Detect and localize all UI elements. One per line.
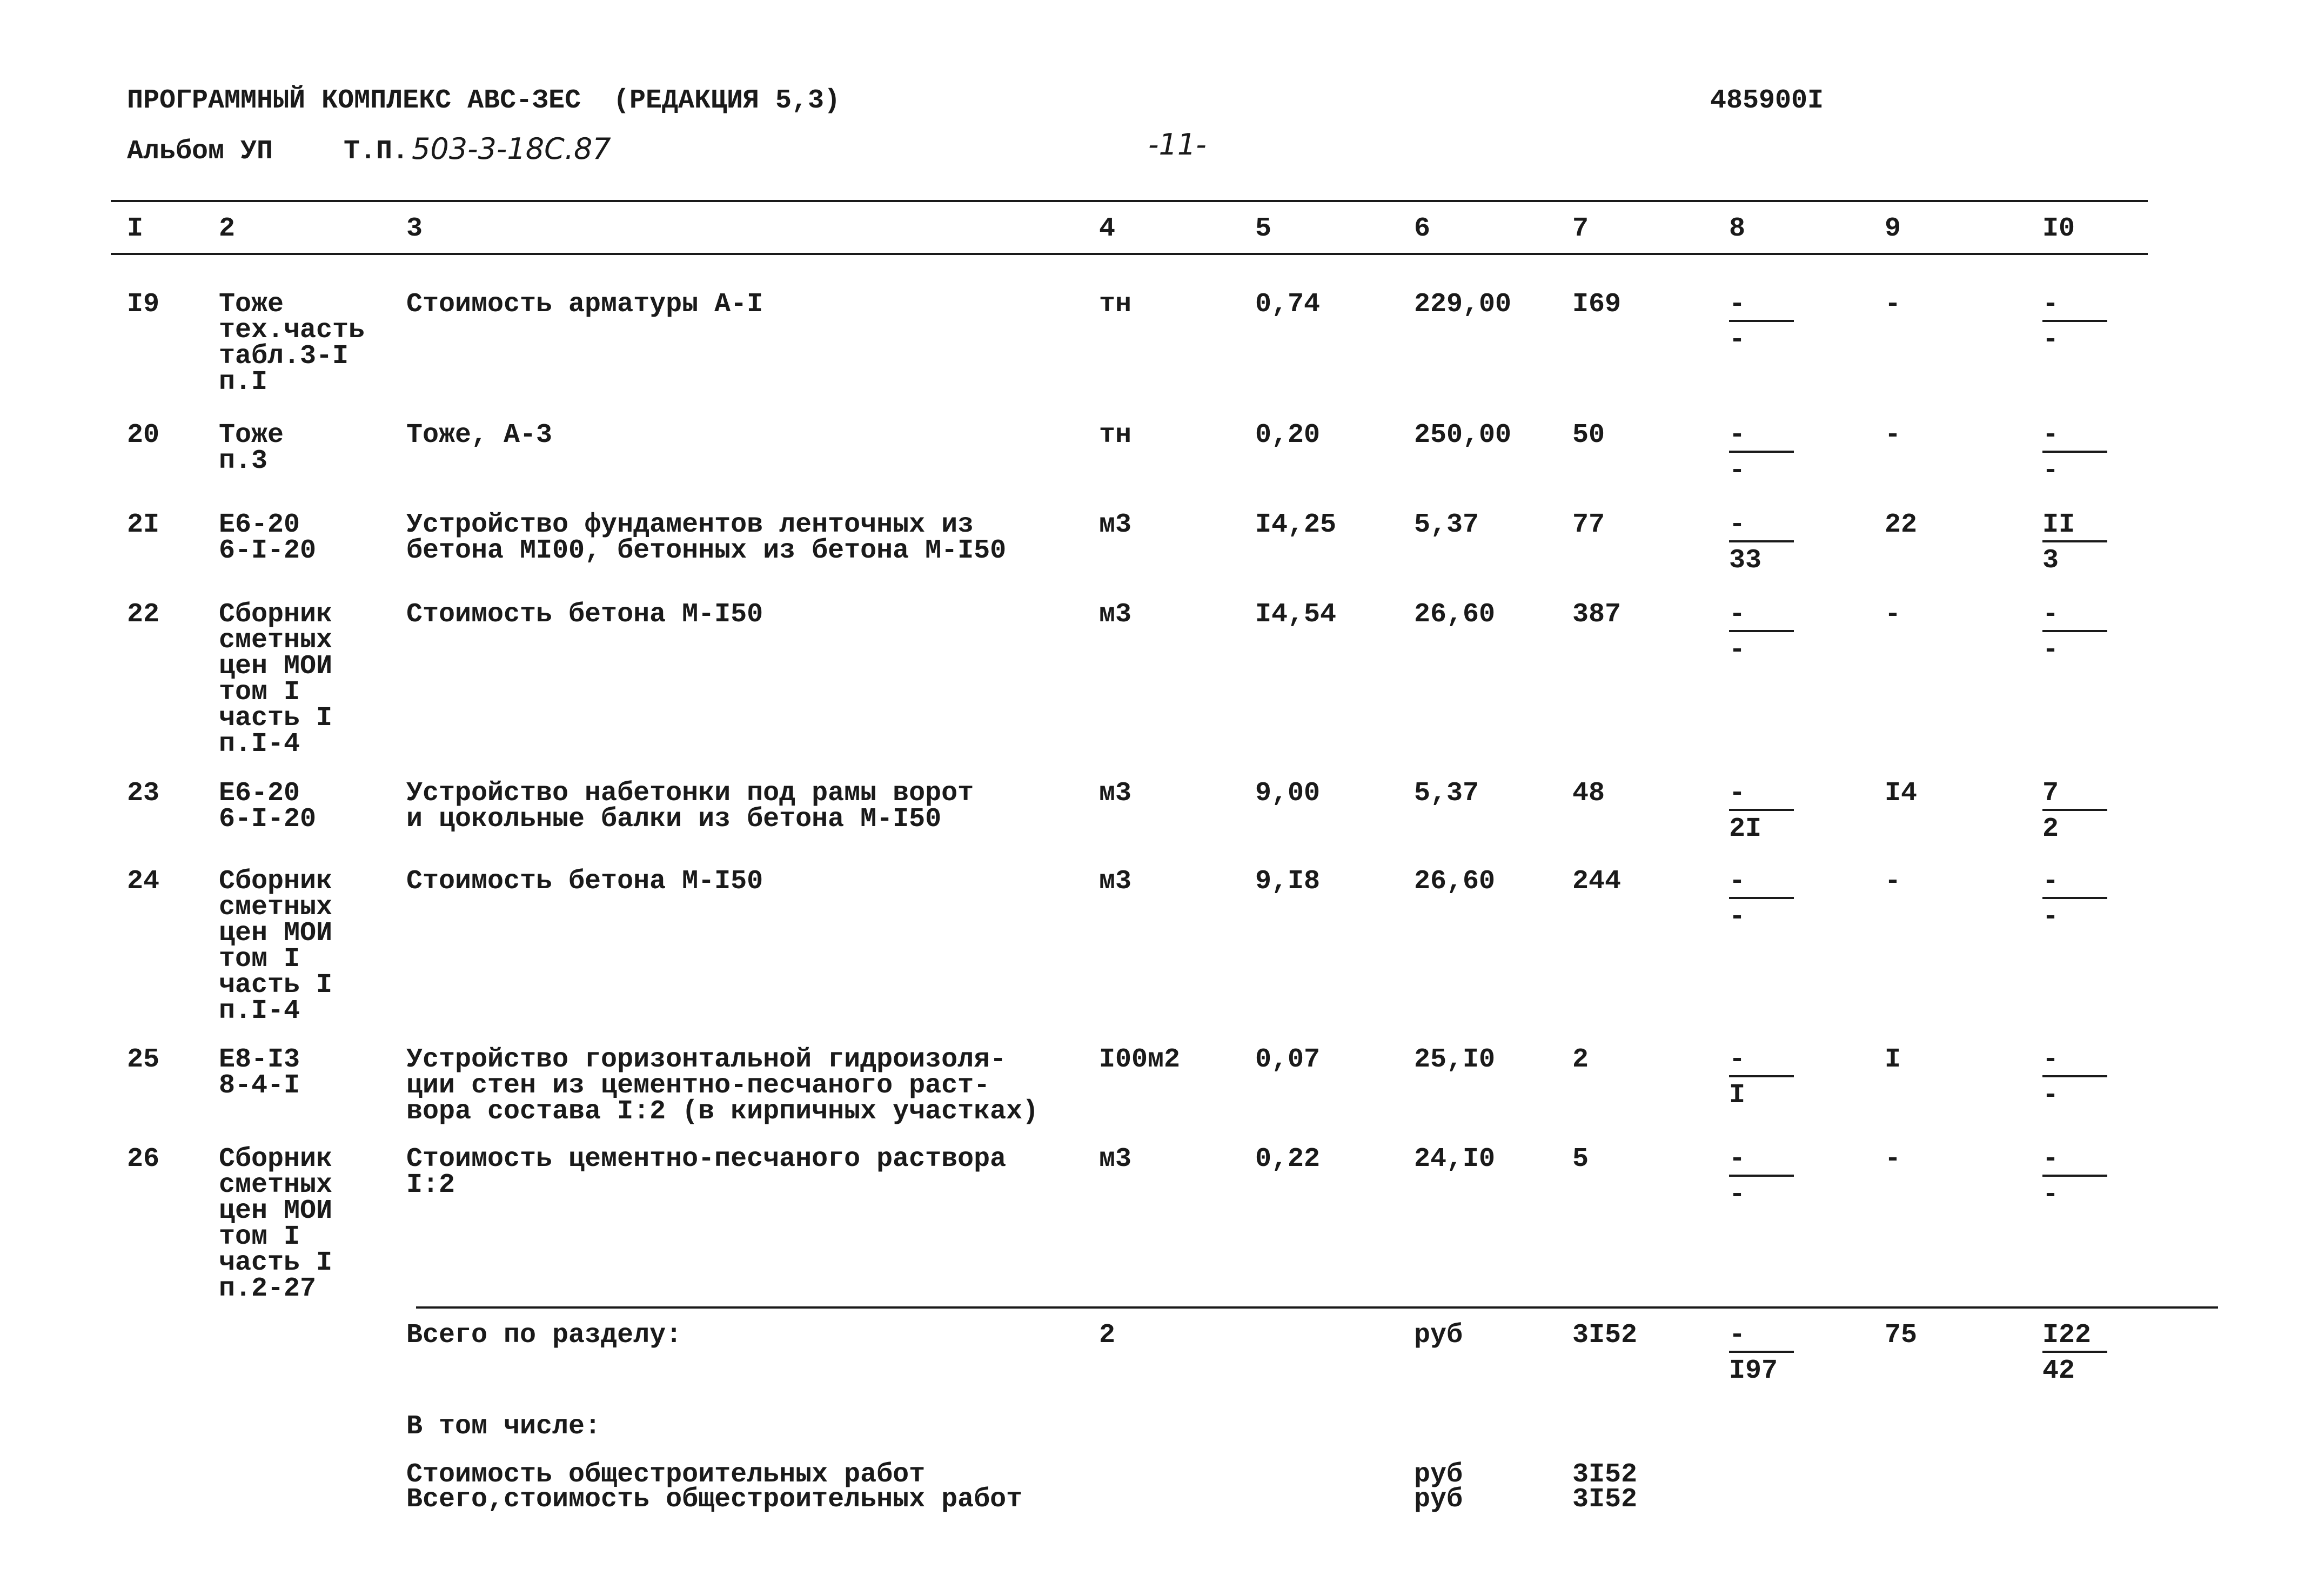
row-col9: - [1885, 289, 1901, 320]
document-number: 485900I [1710, 85, 1824, 116]
subtotal-unit: руб [1414, 1459, 1463, 1490]
col10-bottom: - [2042, 1080, 2059, 1111]
col10-fraction [2042, 866, 2123, 933]
row-reference: Тоже тех.часть табл.3-I п.I [219, 289, 365, 398]
row-reference: Сборник сметных цен МОИ том I часть I п.2-27 [219, 1144, 333, 1304]
tp-number: 503-3-18С.87 [412, 132, 611, 166]
row-col9: - [1885, 1144, 1901, 1175]
summary-col9: 75 [1885, 1320, 1918, 1351]
row-number: 26 [127, 1144, 160, 1175]
subtotal-label: Всего,стоимость общестроительных работ [406, 1484, 1023, 1515]
row-number: 22 [127, 599, 160, 630]
column-header: 2 [219, 213, 236, 244]
col8-bottom: - [1729, 325, 1746, 356]
row-quantity: I4,25 [1255, 509, 1337, 540]
col8-fraction [1729, 1044, 1810, 1111]
col8-bottom: - [1729, 455, 1746, 486]
row-quantity: 9,I8 [1255, 866, 1321, 897]
col10-fraction [2042, 778, 2123, 844]
row-description: Стоимость бетона М-I50 [406, 866, 763, 897]
row-price: 25,I0 [1414, 1044, 1496, 1075]
col8-fraction [1729, 509, 1810, 576]
row-description: Устройство горизонтальной гидроизоля- ции стен из цементно-песчаного раст- вора состава I:2 (в кирпичных участках) [406, 1044, 1039, 1127]
summary-col10-top: I22 [2042, 1323, 2107, 1353]
row-total: 387 [1572, 599, 1622, 630]
col8-bottom: 33 [1729, 545, 1762, 576]
row-col9: I4 [1885, 778, 1918, 809]
row-unit: м3 [1099, 778, 1132, 809]
header-bottom-rule [111, 253, 2148, 255]
col8-top: - [1729, 781, 1794, 811]
row-unit: м3 [1099, 866, 1132, 897]
subtotal-unit: руб [1414, 1484, 1463, 1515]
tp-label: Т.П. [344, 136, 409, 167]
col8-top: - [1729, 292, 1794, 322]
col10-fraction [2042, 420, 2123, 486]
col8-fraction [1729, 866, 1810, 933]
row-unit: I00м2 [1099, 1044, 1181, 1075]
row-reference: Е6-20 6-I-20 [219, 778, 317, 835]
column-header: 3 [406, 213, 423, 244]
program-title: ПРОГРАММНЫЙ КОМПЛЕКС АВС-ЗЕС [127, 85, 581, 116]
summary-count: 2 [1099, 1320, 1116, 1351]
col8-fraction [1729, 289, 1810, 356]
col10-fraction [2042, 509, 2123, 576]
row-reference: Сборник сметных цен МОИ том I часть I п.I-4 [219, 866, 333, 1027]
row-description: Стоимость цементно-песчаного раствора I:2 [406, 1144, 1007, 1201]
col10-bottom: - [2042, 325, 2059, 356]
page-number: -11- [1148, 128, 1207, 162]
summary-col8-bottom: I97 [1729, 1356, 1778, 1386]
summary-label: Всего по разделу: [406, 1320, 682, 1351]
row-reference: Тоже п.3 [219, 420, 284, 477]
row-total: 50 [1572, 420, 1605, 451]
summary-col10-fraction [2042, 1320, 2123, 1386]
row-price: 5,37 [1414, 509, 1479, 540]
col10-bottom: 2 [2042, 814, 2059, 844]
row-quantity: 0,07 [1255, 1044, 1321, 1075]
col10-top: - [2042, 869, 2107, 899]
column-header: 6 [1414, 213, 1431, 244]
table-top-rule [111, 200, 2148, 202]
edition-label: (РЕДАКЦИЯ 5,3) [613, 85, 841, 116]
row-description: Устройство фундаментов ленточных из бетона МI00, бетонных из бетона М-I50 [406, 509, 1007, 566]
column-header: I0 [2042, 213, 2075, 244]
column-header: 8 [1729, 213, 1746, 244]
row-number: 20 [127, 420, 160, 451]
col10-top: - [2042, 423, 2107, 453]
col10-fraction [2042, 1146, 2123, 1208]
column-header: 5 [1255, 213, 1272, 244]
col8-fraction [1729, 778, 1810, 844]
col8-bottom: - [1729, 1179, 1746, 1210]
column-header: 7 [1572, 213, 1589, 244]
row-reference: Е6-20 6-I-20 [219, 509, 317, 566]
row-number: I9 [127, 289, 160, 320]
row-price: 5,37 [1414, 778, 1479, 809]
row-quantity: 0,22 [1255, 1144, 1321, 1175]
row-unit: тн [1099, 289, 1132, 320]
col8-top: - [1729, 869, 1794, 899]
row-total: 2 [1572, 1044, 1589, 1075]
row-description: Стоимость арматуры А-I [406, 289, 763, 320]
row-number: 23 [127, 778, 160, 809]
col10-top: - [2042, 1047, 2107, 1077]
column-header: I [127, 213, 144, 244]
row-reference: Сборник сметных цен МОИ том I часть I п.I-4 [219, 599, 333, 760]
col10-top: - [2042, 602, 2107, 632]
row-quantity: 0,20 [1255, 420, 1321, 451]
row-reference: Е8-I3 8-4-I [219, 1044, 300, 1101]
row-description: Тоже, А-3 [406, 420, 553, 451]
row-price: 250,00 [1414, 420, 1512, 451]
row-total: 5 [1572, 1144, 1589, 1175]
col8-top: - [1729, 1047, 1794, 1077]
col10-bottom: 3 [2042, 545, 2059, 576]
col10-fraction [2042, 1044, 2123, 1111]
col10-top: II [2042, 512, 2107, 542]
col8-top: - [1729, 602, 1794, 632]
row-number: 2I [127, 509, 160, 540]
summary-col10-bottom: 42 [2042, 1356, 2075, 1386]
row-number: 24 [127, 866, 160, 897]
including-label: В том числе: [406, 1411, 601, 1442]
row-col9: - [1885, 420, 1901, 451]
column-header: 9 [1885, 213, 1901, 244]
summary-col8-fraction [1729, 1320, 1810, 1386]
subtotal-label: Стоимость общестроительных работ [406, 1459, 926, 1490]
column-header: 4 [1099, 213, 1116, 244]
col10-bottom: - [2042, 1179, 2059, 1210]
col10-fraction [2042, 599, 2123, 666]
row-number: 25 [127, 1044, 160, 1075]
col10-bottom: - [2042, 455, 2059, 486]
row-col9: - [1885, 866, 1901, 897]
col8-bottom: I [1729, 1080, 1746, 1111]
col10-top: 7 [2042, 781, 2107, 811]
row-price: 24,I0 [1414, 1144, 1496, 1175]
row-quantity: 9,00 [1255, 778, 1321, 809]
row-total: 77 [1572, 509, 1605, 540]
row-price: 229,00 [1414, 289, 1512, 320]
col10-bottom: - [2042, 635, 2059, 666]
summary-rule [416, 1306, 2218, 1309]
col8-bottom: 2I [1729, 814, 1762, 844]
row-total: 244 [1572, 866, 1622, 897]
summary-total: 3I52 [1572, 1320, 1638, 1351]
col8-top: - [1729, 1146, 1794, 1177]
row-description: Устройство набетонки под рамы ворот и цокольные балки из бетона М-I50 [406, 778, 974, 835]
subtotal-value: 3I52 [1572, 1459, 1638, 1490]
row-unit: м3 [1099, 509, 1132, 540]
col10-fraction [2042, 289, 2123, 356]
row-price: 26,60 [1414, 599, 1496, 630]
row-col9: I [1885, 1044, 1901, 1075]
summary-unit: руб [1414, 1320, 1463, 1351]
col8-bottom: - [1729, 635, 1746, 666]
col8-fraction [1729, 1146, 1810, 1208]
col10-top: - [2042, 292, 2107, 322]
col8-bottom: - [1729, 902, 1746, 933]
row-quantity: 0,74 [1255, 289, 1321, 320]
summary-col8-top: - [1729, 1323, 1794, 1353]
row-unit: м3 [1099, 1144, 1132, 1175]
col8-top: - [1729, 512, 1794, 542]
col8-top: - [1729, 423, 1794, 453]
col10-top: - [2042, 1146, 2107, 1177]
row-unit: м3 [1099, 599, 1132, 630]
row-total: I69 [1572, 289, 1622, 320]
row-col9: - [1885, 599, 1901, 630]
row-unit: тн [1099, 420, 1132, 451]
subtotal-value: 3I52 [1572, 1484, 1638, 1515]
row-description: Стоимость бетона М-I50 [406, 599, 763, 630]
row-col9: 22 [1885, 509, 1918, 540]
row-price: 26,60 [1414, 866, 1496, 897]
row-total: 48 [1572, 778, 1605, 809]
col8-fraction [1729, 420, 1810, 486]
col10-bottom: - [2042, 902, 2059, 933]
row-quantity: I4,54 [1255, 599, 1337, 630]
album-label: Альбом УП [127, 136, 273, 167]
col8-fraction [1729, 599, 1810, 666]
